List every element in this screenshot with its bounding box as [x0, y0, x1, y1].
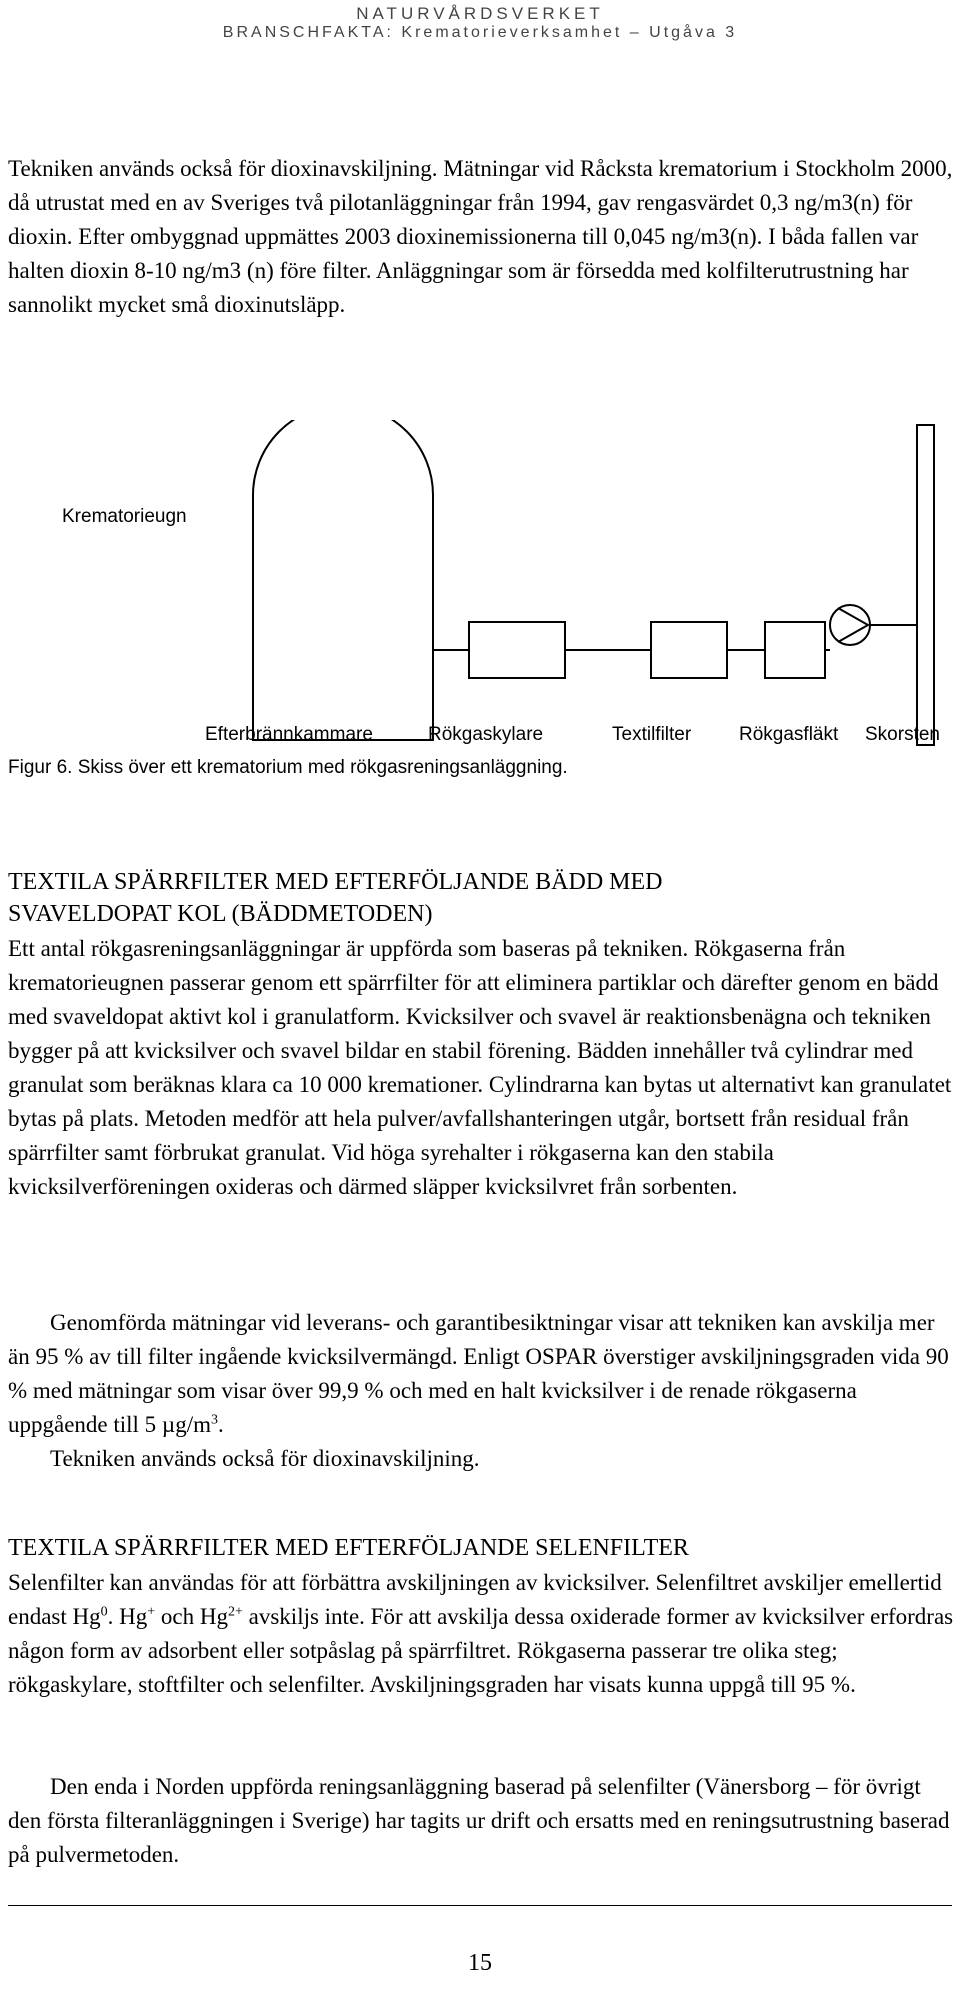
label-fan: Rökgasfläkt	[739, 724, 839, 745]
section2-p1-sup1: 0	[100, 1604, 108, 1620]
section2-p1-c: och Hg	[155, 1604, 228, 1629]
figure-caption: Figur 6. Skiss över ett krematorium med rökgasreningsanläggning.	[8, 757, 568, 778]
section1-p2-text: Genomförda mätningar vid leverans- och garantibesiktningar visar att tekniken kan avskilja mer än 95 % av till filter ingående kvicksilvermängd. Enligt OSPAR överstiger avskiljningsgraden vida 90 % med mätningar som visar över 99,9 % och med en halt kvicksilver i de renade rökgaserna uppgående till 5 µg/m	[8, 1310, 949, 1437]
section2-paragraph-2: Den enda i Norden uppförda reningsanläggning baserad på selenfilter (Vänersborg – för övrigt den första filteranläggningen i Sverige) har tagits ur drift och ersatts med en reningsutrustning baserad på pulvermetoden.	[8, 1774, 950, 1867]
page-header	[0, 0, 960, 42]
section1-heading-line1: TEXTILA SPÄRRFILTER MED EFTERFÖLJANDE BÄDD MED	[8, 869, 663, 895]
section2-p1-sup2: +	[147, 1604, 156, 1620]
section1-paragraph-3: Tekniken används också för dioxinavskiljning.	[50, 1446, 480, 1471]
section2-p1-sup3: 2+	[227, 1604, 243, 1620]
section2-paragraph-1	[8, 1566, 954, 1702]
oven-shape	[253, 420, 433, 740]
afterburner-box	[469, 622, 565, 678]
filter-box	[765, 622, 825, 678]
section1-paragraph-2	[8, 1306, 954, 1442]
chimney-box	[917, 425, 934, 745]
section1-p2-sup: 3	[210, 1412, 218, 1428]
section2-p1-b: . Hg	[107, 1604, 148, 1629]
section1-p2-end: .	[217, 1412, 224, 1437]
header-subtitle: BRANSCHFAKTA: Krematorieverksamhet – Utgåva 3	[222, 24, 738, 41]
label-filter: Textilfilter	[612, 724, 692, 745]
diagram-svg	[0, 420, 960, 760]
section2-p1-a: Selenfilter kan användas för att förbättra avskiljningen av kvicksilver. Selenfiltret avskiljer emellertid endast Hg	[8, 1570, 942, 1629]
label-chimney: Skorsten	[865, 724, 940, 745]
section2-p1-d: avskiljs inte. För att avskilja dessa oxiderade former av kvicksilver erfordras någon form av adsorbent eller sotpåslag på spärrfiltret. Rökgaserna passerar tre olika steg; rökgaskylare, stoftfilter och selenfilter. Avskiljningsgraden har visats kunna uppgå till 95 %.	[8, 1604, 954, 1697]
page-number: 15	[468, 1950, 492, 1976]
section1-heading	[8, 866, 954, 930]
section1-heading-line2: SVAVELDOPAT KOL (BÄDDMETODEN)	[8, 901, 433, 927]
crematorium-diagram	[0, 420, 960, 800]
intro-paragraph: Tekniken används också för dioxinavskiljning. Mätningar vid Råcksta krematorium i Stockholm 2000, då utrustat med en av Sveriges två pilotanläggningar från 1994, gav rengasvärdet 0,3 ng/m3(n) för dioxin. Efter ombyggnad uppmättes 2003 dioxinemissionerna till 0,045 ng/m3(n). I båda fallen var halten dioxin 8-10 ng/m3 (n) före filter. Anläggningar som är försedda med kolfilterutrustning har sannolikt mycket små dioxinutsläpp.	[8, 156, 953, 317]
footer-divider	[8, 1905, 952, 1906]
label-afterburner: Efterbrännkammare	[205, 724, 373, 745]
fan-circle	[830, 605, 870, 645]
header-org: NATURVÅRDSVERKET	[356, 4, 604, 23]
section1-paragraph-1: Ett antal rökgasreningsanläggningar är uppförda som baseras på tekniken. Rökgaserna från krematorieugnen passerar genom ett spärrfilter för att eliminera partiklar och därefter genom en bädd med svaveldopat aktivt kol i granulatform. Kvicksilver och svavel är reaktionsbenägna och tekniken bygger på att kvicksilver och svavel bildar en stabil förening. Bädden innehåller två cylindrar med granulat som beräknas klara ca 10 000 kremationer. Cylindrarna kan bytas ut alternativt kan granulatet bytas på plats. Metoden medför att hela pulver/avfallshanteringen utgår, bortsett från residual från spärrfilter samt förbrukat granulat. Vid höga syrehalter i rökgaserna kan den stabila kvicksilverföreningen oxideras och därmed släpper kvicksilvret från sorbenten.	[8, 936, 952, 1199]
fan-triangle	[838, 608, 868, 642]
label-oven: Krematorieugn	[62, 506, 187, 527]
label-cooler: Rökgaskylare	[428, 724, 544, 745]
cooler-box	[651, 622, 727, 678]
section2-heading: TEXTILA SPÄRRFILTER MED EFTERFÖLJANDE SELENFILTER	[8, 1535, 689, 1561]
